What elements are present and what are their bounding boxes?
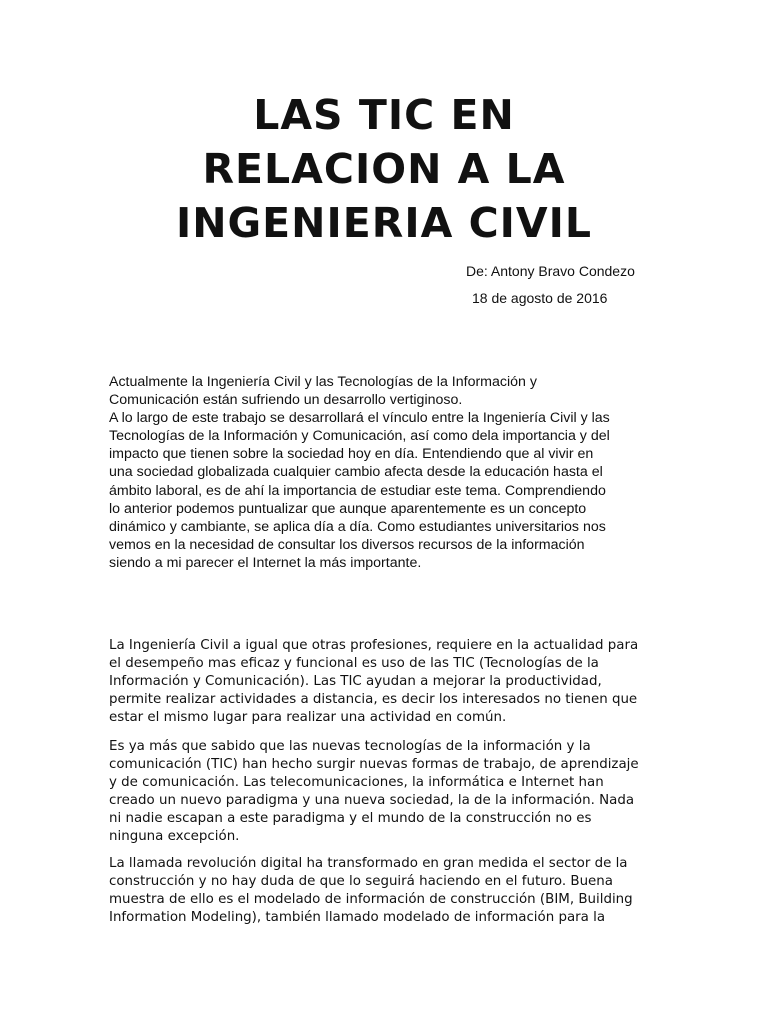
document-title [100, 88, 668, 250]
text-line: dinámico y cambiante, se aplica día a día. Como estudiantes universitarios nos [109, 518, 606, 535]
text-line: comunicación (TIC) han hecho surgir nuevas formas de trabajo, de aprendizaje [109, 757, 639, 773]
text-line: y de comunicación. Las telecomunicaciones, la informática e Internet han [109, 775, 604, 791]
text-line: muestra de ello es el modelado de información de construcción (BIM, Building [109, 892, 633, 908]
text-line: estar el mismo lugar para realizar una actividad en común. [109, 710, 507, 726]
text-line: el desempeño mas eficaz y funcional es uso de las TIC (Tecnologías de la [109, 656, 599, 672]
paragraph-civil-engineering [109, 637, 669, 727]
text-line: impacto que tienen sobre la sociedad hoy en día. Entendiendo que al vivir en [109, 446, 594, 463]
paragraph-digital-revolution [109, 855, 669, 927]
text-line: Tecnologías de la Información y Comunicación, así como dela importancia y del [109, 428, 610, 445]
title-line: INGENIERIA CIVIL [175, 199, 593, 247]
text-line: una sociedad globalizada cualquier cambio afecta desde la educación hasta el [109, 464, 603, 481]
text-line: Comunicación están sufriendo un desarrollo vertiginoso. [109, 392, 463, 409]
text-line: construcción y no hay duda de que lo seguirá haciendo en el futuro. Buena [109, 874, 613, 890]
text-line: lo anterior podemos puntualizar que aunque aparentemente es un concepto [109, 500, 587, 517]
date-line: 18 de agosto de 2016 [472, 290, 608, 306]
text-line: ni nadie escapan a este paradigma y el mundo de la construcción no es [109, 811, 592, 827]
text-line: vemos en la necesidad de consultar los diversos recursos de la información [109, 536, 585, 553]
text-line: Actualmente la Ingeniería Civil y las Tecnologías de la Información y [109, 374, 537, 390]
text-line: La Ingeniería Civil a igual que otras profesiones, requiere en la actualidad para [109, 638, 639, 653]
title-line: LAS TIC EN [253, 91, 515, 139]
text-line: Información y Comunicación). Las TIC ayudan a mejorar la productividad, [109, 674, 602, 690]
text-line: Es ya más que sabido que las nuevas tecnologías de la información y la [109, 739, 591, 754]
paragraph-new-technologies [109, 738, 669, 847]
paragraph-introduction [109, 373, 669, 572]
author-line: De: Antony Bravo Condezo [466, 263, 635, 279]
text-line: La llamada revolución digital ha transformado en gran medida el sector de la [109, 856, 628, 871]
text-line: permite realizar actividades a distancia, es decir los interesados no tienen que [109, 692, 638, 708]
text-line: siendo a mi parecer el Internet la más importante. [109, 554, 422, 571]
text-line: A lo largo de este trabajo se desarrollará el vínculo entre la Ingeniería Civil y las [109, 410, 610, 427]
title-line: RELACION A LA [202, 145, 566, 193]
text-line: ninguna excepción. [109, 829, 240, 845]
text-line: creado un nuevo paradigma y una nueva sociedad, la de la información. Nada [109, 793, 635, 809]
text-line: ámbito laboral, es de ahí la importancia de estudiar este tema. Comprendiendo [109, 482, 606, 499]
text-line: Information Modeling), también llamado modelado de información para la [109, 910, 606, 926]
